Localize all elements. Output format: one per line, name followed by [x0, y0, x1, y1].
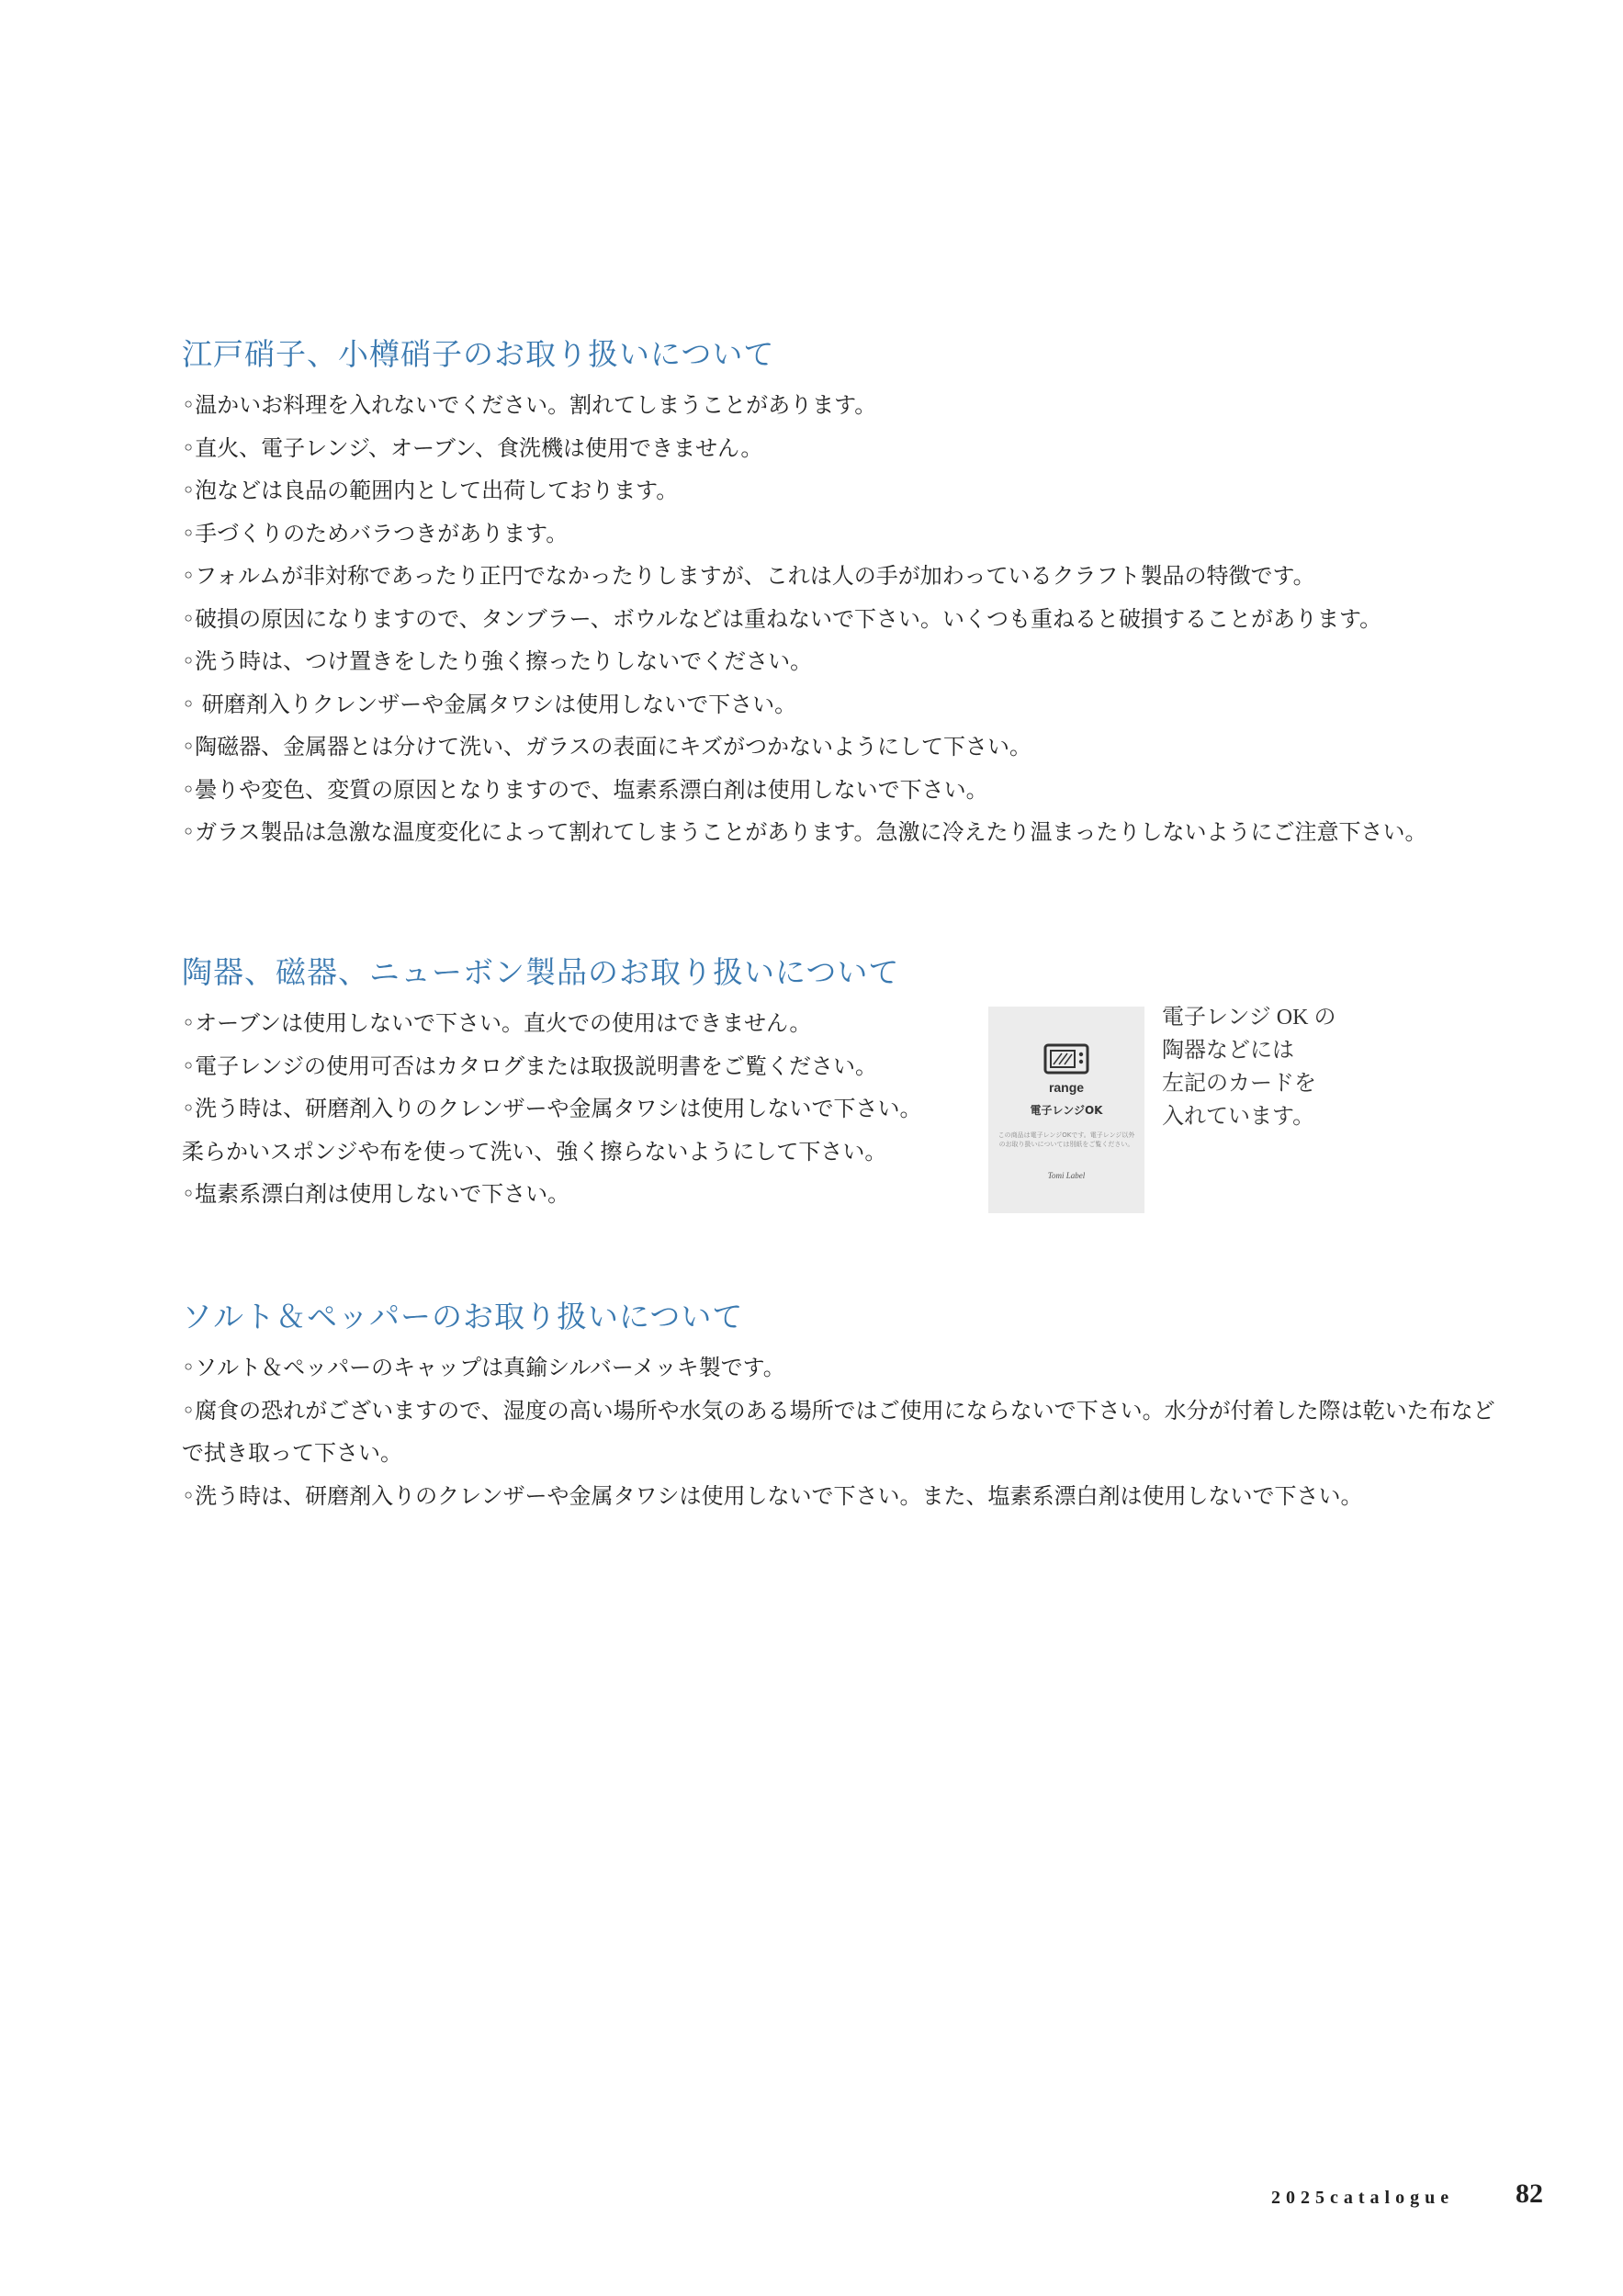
list-item: ◦フォルムが非対称であったり正円でなかったりしますが、これは人の手が加わっているクラフト製品の特徴です。 [182, 563, 1315, 589]
list-item: ◦泡などは良品の範囲内として出荷しております。 [182, 478, 679, 503]
list-item: ◦温かいお料理を入れないでください。割れてしまうことがあります。 [182, 392, 877, 418]
list-item: ◦塩素系漂白剤は使用しないで下さい。 [182, 1181, 570, 1207]
list-item: ◦腐食の恐れがございますので、湿度の高い場所や水気のある場所ではご使用にならないで下さい。水分が付着した際は乾いた布などで拭き取って下さい。 [182, 1397, 1495, 1466]
list-item: ◦破損の原因になりますので、タンブラー、ボウルなどは重ねないで下さい。いくつも重ねると破損することがあります。 [182, 605, 1382, 632]
card-explanation-line: 陶器などには [1162, 1039, 1294, 1063]
microwave-icon [1043, 1043, 1089, 1075]
list-item: ◦ガラス製品は急激な温度変化によって割れてしまうことがあります。急激に冷えたり温まったりしないようにご注意下さい。 [182, 819, 1427, 845]
list-item: ◦ソルト＆ペッパーのキャップは真鍮シルバーメッキ製です。 [182, 1355, 785, 1380]
list-item: ◦手づくりのためバラつきがあります。 [182, 520, 569, 546]
list-item: ◦直火、電子レンジ、オーブン、食洗機は使用できません。 [182, 434, 763, 461]
list-item: ◦オーブンは使用しないで下さい。直火での使用はできません。 [182, 1010, 812, 1036]
list-item: ◦ 研磨剤入りクレンザーや金属タワシは使用しないで下さい。 [182, 691, 797, 717]
care-list [182, 1346, 1514, 1517]
care-list [182, 384, 1427, 854]
card-subtitle: 電子レンジOK [1030, 1104, 1103, 1117]
page-number: 82 [1516, 2178, 1543, 2209]
section-title: 江戸硝子、小樽硝子のお取り扱いについて [182, 336, 775, 372]
card-explanation-line: 入れています。 [1162, 1105, 1315, 1129]
list-item: ◦陶磁器、金属器とは分けて洗い、ガラスの表面にキズがつかないようにして下さい。 [182, 734, 1031, 760]
card-explanation-line: 電子レンジ OK の [1162, 1006, 1336, 1030]
card-note-text: この商品は電子レンジOKです。電子レンジ以外のお取り扱いについては別紙をご覧ください。 [997, 1131, 1135, 1148]
list-item: ◦曇りや変色、変質の原因となりますので、塩素系漂白剤は使用しないで下さい。 [182, 776, 988, 803]
list-item: ◦洗う時は、つけ置きをしたり強く擦ったりしないでください。 [182, 648, 813, 674]
card-explanation-line: 左記のカードを [1162, 1072, 1316, 1096]
section-title: ソルト＆ペッパーのお取り扱いについて [182, 1299, 744, 1334]
microwave-ok-card [988, 1007, 1144, 1213]
list-item: 柔らかいスポンジや布を使って洗い、強く擦らないようにして下さい。 [182, 1138, 887, 1165]
brand-logo: Tomi Label [1047, 1171, 1086, 1180]
care-list [182, 1002, 990, 1216]
card-title: range [1048, 1080, 1085, 1095]
section-title: 陶器、磁器、ニューボン製品のお取り扱いについて [182, 954, 900, 990]
catalogue-label: 2025catalogue [1271, 2188, 1455, 2208]
section-ceramic-care [182, 952, 990, 1216]
section-salt-pepper-care [182, 1297, 1514, 1517]
card-explanation [1162, 1001, 1346, 1133]
list-item: ◦電子レンジの使用可否はカタログまたは取扱説明書をご覧ください。 [182, 1052, 877, 1079]
section-glass-care [182, 334, 1427, 854]
list-item: ◦洗う時は、研磨剤入りのクレンザーや金属タワシは使用しないで下さい。 [182, 1096, 922, 1121]
list-item: ◦洗う時は、研磨剤入りのクレンザーや金属タワシは使用しないで下さい。また、塩素系漂白剤は使用しないで下さい。 [182, 1482, 1363, 1509]
